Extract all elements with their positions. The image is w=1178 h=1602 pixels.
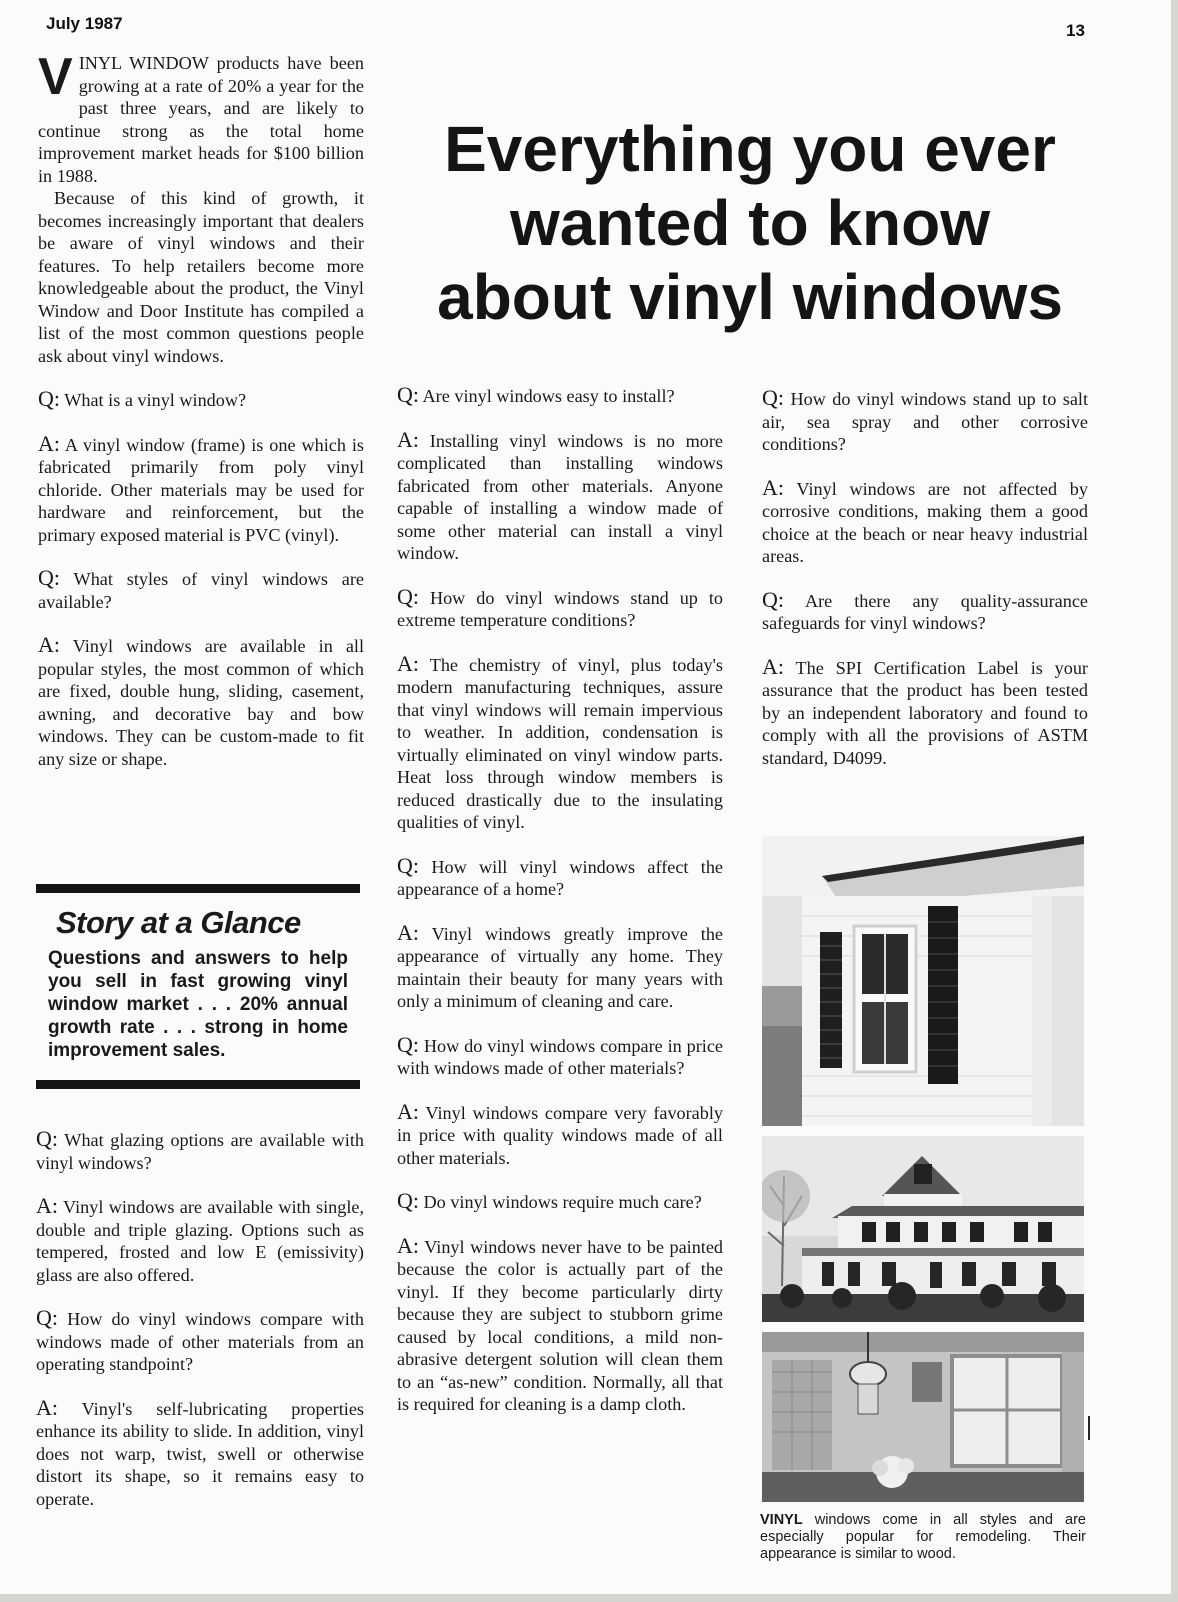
qa-item bbox=[397, 583, 724, 834]
question-text: Are vinyl windows easy to install? bbox=[422, 386, 675, 406]
qa-item bbox=[397, 1190, 723, 1416]
answer-text: Vinyl windows are available in all popular styles, the most common of which are fixed, double hung, sliding, casement, awning, and decorative bay and bow windows. They can be custom-made to fit any size or shape. bbox=[38, 636, 364, 769]
glance-summary: Questions and answers to help you sell in fast growing vinyl window market . . . 20% annual growth rate . . . strong in home improvement sales. bbox=[48, 948, 348, 1061]
a-label: A: bbox=[762, 474, 784, 500]
question-text: Are there any quality-assurance safeguards for vinyl windows? bbox=[762, 590, 1088, 633]
caption-text: windows come in all styles and are especially popular for remodeling. Their appearance is similar to wood. bbox=[760, 1512, 1086, 1562]
question-text: What styles of vinyl windows are available? bbox=[38, 569, 365, 612]
page-bottom-edge bbox=[0, 1594, 1178, 1602]
qa-item bbox=[36, 1307, 364, 1510]
headline bbox=[420, 112, 1080, 334]
question bbox=[38, 388, 364, 412]
answer bbox=[397, 650, 723, 834]
answer bbox=[397, 1098, 723, 1170]
question bbox=[397, 583, 724, 632]
question bbox=[397, 852, 724, 901]
answer-text: Vinyl windows compare very favorably in price with quality windows made of all other materials. bbox=[397, 1102, 723, 1168]
answer bbox=[38, 430, 364, 547]
question-text: What is a vinyl window? bbox=[64, 390, 247, 410]
intro-paragraph-2: Because of this kind of growth, it becomes increasingly important that dealers be aware of vinyl windows and their features. To help retailers become more knowledgeable about the product, the Vinyl Window and Door Institute has compiled a list of the most common questions people ask about vinyl windows. bbox=[38, 188, 364, 366]
answer-text: The chemistry of vinyl, plus today's modern manufacturing techniques, assure that vinyl windows will remain impervious to weather. In addition, condensation is virtually eliminated on vinyl window parts. Heat loss through window members is reduced drastically due to the insulating qualities of vinyl. bbox=[397, 654, 723, 832]
house-window-illustration bbox=[762, 836, 1084, 1126]
answer-text: The SPI Certification Label is your assurance that the product has been tested by an independent laboratory and found to comply with all the provisions of ASTM standard, D4099. bbox=[762, 657, 1088, 768]
qa-item bbox=[762, 387, 1088, 568]
intro-paragraph-1: INYL WINDOW products have been growing at a rate of 20% a year for the past three years, and are likely to continue strong as the total home improvement market heads for $100 billion in 1988. bbox=[38, 53, 364, 186]
question-text: What glazing options are available with vinyl windows? bbox=[36, 1130, 365, 1173]
q-label: Q: bbox=[38, 386, 60, 411]
q-label: Q: bbox=[397, 1031, 419, 1057]
a-label: A: bbox=[397, 919, 419, 945]
caption-lead: VINYL bbox=[760, 1512, 803, 1528]
a-label: A: bbox=[397, 1232, 419, 1258]
qa-item bbox=[762, 586, 1088, 770]
column-3 bbox=[762, 387, 1088, 769]
glance-top-rule bbox=[36, 884, 360, 893]
answer bbox=[38, 634, 364, 770]
qa-item bbox=[38, 388, 364, 546]
question bbox=[36, 1307, 364, 1376]
answer-text: Vinyl windows are not affected by corrosive conditions, making them a good choice at the beach or near heavy industrial areas. bbox=[762, 478, 1088, 566]
answer bbox=[36, 1394, 364, 1511]
a-label: A: bbox=[397, 650, 419, 676]
q-label: Q: bbox=[397, 382, 419, 407]
question bbox=[397, 1190, 723, 1214]
answer-text: Installing vinyl windows is no more complicated than installing windows fabricated from other materials. Anyone capable of installing a window made of some other material can install a vinyl window. bbox=[397, 430, 723, 563]
question-text: How do vinyl windows stand up to extreme temperature conditions? bbox=[397, 587, 724, 630]
a-label: A: bbox=[38, 632, 60, 657]
headline-line-3: about vinyl windows bbox=[437, 261, 1063, 333]
answer-text: Vinyl windows are available with single, double and triple glazing. Options such as tempered, frosted and low E (emissivity) glass are also offered. bbox=[36, 1197, 364, 1285]
column-1-bottom bbox=[36, 1128, 364, 1510]
edge-mark bbox=[1088, 1416, 1090, 1440]
a-label: A: bbox=[762, 653, 784, 679]
page-edge bbox=[1171, 0, 1178, 1602]
photo-interior-windows bbox=[762, 1332, 1084, 1502]
question bbox=[38, 567, 364, 613]
qa-item bbox=[38, 567, 364, 770]
photo-farmhouse bbox=[762, 1136, 1084, 1322]
headline-line-1: Everything you ever bbox=[444, 113, 1056, 185]
a-label: A: bbox=[397, 426, 419, 452]
answer bbox=[397, 919, 724, 1013]
q-label: Q: bbox=[397, 1188, 419, 1213]
a-label: A: bbox=[38, 430, 60, 456]
question bbox=[397, 384, 723, 408]
qa-item bbox=[397, 852, 724, 1013]
answer bbox=[397, 1232, 724, 1416]
answer-text: Vinyl windows never have to be painted because the color is actually part of the vinyl. If they become particularly dirty because they are subject to stubborn grime caused by local conditions, a mild non-abrasive detergent solution will clean them to an “as-new” condition. Normally, all that is required for cleaning is a damp cloth. bbox=[397, 1236, 724, 1414]
glance-title: Story at a Glance bbox=[56, 905, 301, 940]
drop-cap: V bbox=[38, 48, 73, 106]
question-text: How will vinyl windows affect the appearance of a home? bbox=[397, 856, 724, 899]
q-label: Q: bbox=[36, 1305, 58, 1330]
page-number: 13 bbox=[1066, 21, 1085, 40]
a-label: A: bbox=[36, 1394, 58, 1420]
question bbox=[762, 387, 1088, 456]
answer-text: Vinyl windows greatly improve the appearance of virtually any home. They maintain their beauty for many years with only a minimum of cleaning and care. bbox=[397, 923, 724, 1011]
qa-item bbox=[36, 1128, 364, 1286]
answer bbox=[762, 653, 1088, 770]
question-text: How do vinyl windows compare in price with windows made of other materials? bbox=[397, 1035, 723, 1078]
q-label: Q: bbox=[36, 1126, 58, 1151]
question bbox=[397, 1031, 723, 1080]
question-text: How do vinyl windows compare with windows made of other materials from an operating standpoint? bbox=[36, 1309, 365, 1374]
q-label: Q: bbox=[38, 565, 60, 590]
answer-text: Vinyl's self-lubricating properties enhance its ability to slide. In addition, vinyl does not warp, twist, swell or otherwise distort its shape, so it remains easy to operate. bbox=[36, 1398, 364, 1509]
q-label: Q: bbox=[397, 852, 419, 878]
issue-date: July 1987 bbox=[46, 14, 123, 33]
farmhouse-illustration bbox=[762, 1136, 1084, 1322]
column-2 bbox=[397, 384, 723, 1416]
q-label: Q: bbox=[762, 586, 784, 612]
answer bbox=[397, 426, 723, 565]
photo-caption bbox=[760, 1512, 1086, 1563]
question-text: Do vinyl windows require much care? bbox=[423, 1192, 702, 1212]
answer bbox=[36, 1195, 364, 1286]
question-text: How do vinyl windows stand up to salt air, sea spray and other corrosive conditions? bbox=[762, 389, 1089, 454]
qa-item bbox=[397, 384, 723, 565]
q-label: Q: bbox=[762, 385, 784, 410]
q-label: Q: bbox=[397, 583, 419, 609]
answer-text: A vinyl window (frame) is one which is fabricated primarily from poly vinyl chloride. Other materials may be used for hardware and reinforcement, but the primary exposed material is PVC (vinyl). bbox=[38, 434, 364, 545]
glance-bottom-rule bbox=[36, 1080, 360, 1089]
a-label: A: bbox=[397, 1098, 419, 1124]
question bbox=[762, 586, 1088, 635]
column-1-top bbox=[38, 48, 365, 770]
answer bbox=[762, 474, 1088, 568]
interior-illustration bbox=[762, 1332, 1084, 1502]
story-at-a-glance bbox=[36, 884, 360, 1089]
headline-line-2: wanted to know bbox=[510, 187, 990, 259]
intro bbox=[38, 48, 364, 367]
photo-window-with-shutters bbox=[762, 836, 1084, 1126]
qa-item bbox=[397, 1031, 723, 1170]
a-label: A: bbox=[36, 1193, 58, 1218]
question bbox=[36, 1128, 364, 1174]
